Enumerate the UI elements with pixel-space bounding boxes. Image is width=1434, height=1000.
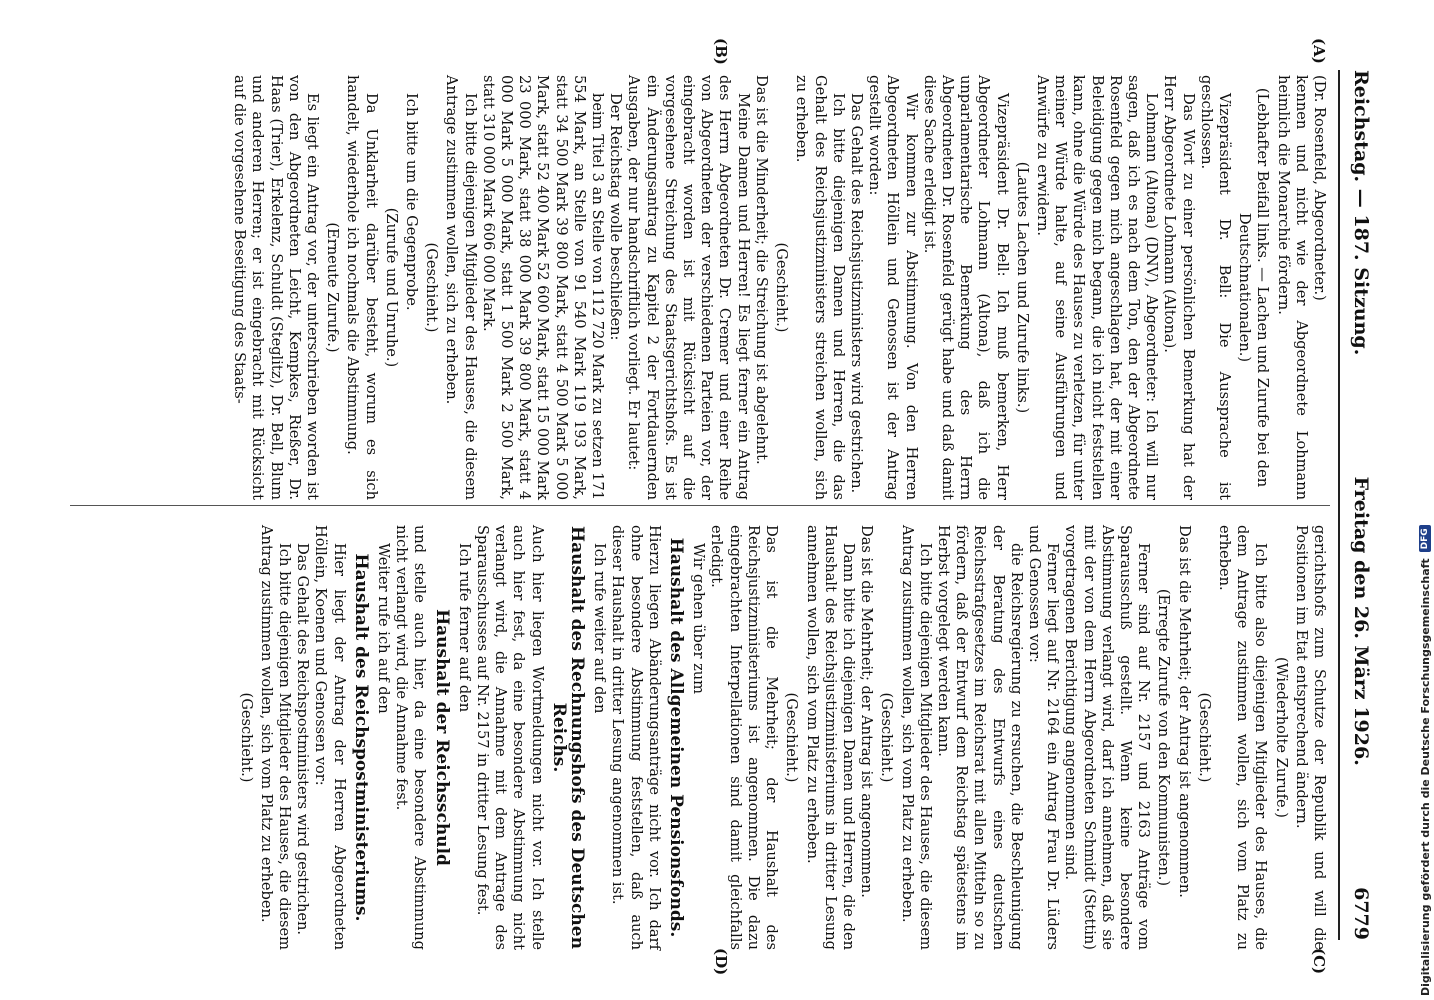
paragraph: Ich bitte um die Gegenprobe. bbox=[403, 93, 421, 311]
paragraph: Ich bitte diejenigen Damen und Herren, die das Gehalt des Reichsjustizministers streichen wollen, sich zu erheben. bbox=[793, 75, 847, 500]
margin-marker-c: (C) bbox=[1310, 948, 1328, 975]
paragraph: Ich bitte diejenigen Mitglieder des Hauses, die diesem Antrag zustimmen wollen, sich vom Platz zu erheben. bbox=[898, 525, 934, 950]
stage-direction: (Erneute Zurufe.) bbox=[324, 222, 342, 353]
paragraph: Ferner sind auf Nr. 2157 und 2163 Anträge vom Sparausschuß gestellt. Wenn keine besondere Abstimmung verlangt wird, darf ich annehmen, daß sie mit der von dem Herrn Abgeordneten Schmidt (Stettin) vorgetragenen Berichtigung angenommen sind. bbox=[1062, 525, 1153, 950]
margin-marker-a: (A) bbox=[1310, 38, 1328, 64]
stage-direction: (Lautes Lachen und Zurufe links.) bbox=[1013, 161, 1031, 414]
column-divider bbox=[70, 505, 1330, 506]
paragraph: Auch hier liegen Wortmeldungen nicht vor. Ich stelle auch hier fest, da eine besondere Abstimmung nicht verlangt wird, die Annahme mit dem Antrage des Sparausschusses auf Nr. 2157 in dritter Lesung fest. bbox=[474, 525, 546, 950]
paragraph: Wir gehen über zum bbox=[690, 543, 708, 694]
stage-direction: (Zurufe und Unruhe.) bbox=[382, 207, 400, 368]
paragraph: Dann bitte ich diejenigen Damen und Herren, die den Haushalt des Reichsjustizministeriums in dritter Lesung annehmen wollen, sich vom Platz zu erheben. bbox=[803, 525, 857, 950]
stage-direction: (Geschieht.) bbox=[237, 692, 255, 783]
paragraph: Vizepräsident Dr. Bell: Die Aussprache ist geschlossen. bbox=[1197, 75, 1233, 500]
right-text-column bbox=[234, 525, 1328, 950]
paragraph: gerichtshofs zum Schutze der Republik und will die Positionen im Etat entsprechend ändern. bbox=[1292, 525, 1328, 950]
paragraph: Ich rufe weiter auf den bbox=[591, 543, 609, 714]
paragraph: beim Titel 3 an Stelle von 112 720 Mark zu setzen 171 554 Mark, an Stelle von 91 540 Mark 119 193 Mark, statt 34 500 Mark 39 800 Mark, statt 4 500 Mark 5 000 Mark, statt 52 400 Mark 52 600 Mark, statt 15 000 Mark 23 000 Mark, statt 38 000 Mark 39 800 Mark, statt 4 000 Mark 5 000 Mark, statt 1 500 Mark 2 500 Mark, statt 310 000 Mark 606 000 Mark. bbox=[479, 75, 607, 501]
section-heading: Haushalt des Rechnungshofs des Deutschen Reichs. bbox=[548, 526, 588, 949]
header-title: Reichstag. — 187. Sitzung. bbox=[1350, 70, 1372, 356]
dfg-logo: DFG bbox=[1419, 525, 1431, 552]
paragraph: Hierzu liegen Abänderungsanträge nicht vor. Ich darf ohne besondere Abstimmung feststellen, daß auch dieser Haushalt in dritter Lesung angenommen ist. bbox=[609, 525, 663, 950]
section-heading: Haushalt des Reichspostministeriums. bbox=[350, 553, 371, 922]
paragraph: Das ist die Minderheit; die Streichung ist abgelehnt. bbox=[752, 75, 770, 465]
paragraph: Es liegt ein Antrag vor, der unterschrieben worden ist von den Abgeordneten Leicht, Kempkes, Rießer, Dr. Haas (Trier), Erkelenz, Schuldt (Steglitz), Dr. Bell, Blum und anderen Herren; er ist eingebracht mit Rücksicht auf die vorgesehene Beseitigung des Staats- bbox=[231, 75, 322, 500]
paragraph: Wir kommen zur Abstimmung. Von den Herren Abgeordneten Höllein und Genossen ist der Antrag gestellt worden: bbox=[866, 75, 920, 500]
paragraph: Lohmann (Altona) (DNV), Abgeordneter: Ich will nur sagen, daß ich es nach dem Ton, den der Abgeordnete Rosenfeld gegen mich angeschlagen hat, der mit einer Beleidigung gegen mich begann, die ich nicht feststellen kann, ohne die Würde des Hauses zu verletzen, für unter meiner Würde halte, auf seine Ausführungen und Anwürfe zu erwidern. bbox=[1033, 75, 1161, 500]
paragraph: Weiter rufe ich auf den bbox=[375, 543, 393, 714]
paragraph: Das Gehalt des Reichsjustizministers wird gestrichen. bbox=[847, 93, 865, 494]
section-heading: Haushalt der Reichsschuld bbox=[431, 609, 452, 866]
digitization-credit bbox=[1400, 0, 1434, 1000]
margin-marker-b: (B) bbox=[712, 38, 730, 65]
stage-direction: (Lebhafter Beifall links. — Lachen und Zurufe bei den Deutschnationalen.) bbox=[1236, 87, 1272, 488]
paragraph: Ich rufe ferner auf den bbox=[455, 543, 473, 713]
stage-direction: (Geschieht.) bbox=[783, 692, 801, 783]
paragraph: Das ist die Mehrheit; der Haushalt des Reichsjustizministeriums ist angenommen. Die dazu eingebrachten Interpellationen sind damit gleichfalls erledigt. bbox=[708, 525, 781, 950]
stage-direction: (Geschieht.) bbox=[423, 242, 441, 333]
paragraph: Ferner liegt auf Nr. 2164 ein Antrag Frau Dr. Lüders und Genossen vor: bbox=[1025, 525, 1062, 950]
paragraph: (Dr. Rosenfeld, Abgeordneter.) bbox=[1311, 75, 1328, 301]
margin-marker-d: (D) bbox=[712, 948, 730, 976]
stage-direction: (Geschieht.) bbox=[773, 242, 791, 333]
paragraph: Meine Damen und Herren! Es liegt ferner ein Antrag des Herrn Abgeordneten Dr. Cremer und einer Reihe von Abgeordneten der verschiedenen Parteien vor, der eingebracht worden ist mit Rücksicht auf die vorgesehene Streichung des Staatsgerichtshofs. Es ist ein Änderungsantrag zu Kapitel 2 der Fortdauernden Ausgaben, der nur handschriftlich vorliegt. Er lautet: bbox=[625, 75, 752, 500]
document-page bbox=[10, 0, 1390, 1000]
header-date: Freitag den 26. März 1926. bbox=[1350, 476, 1372, 766]
stage-direction: (Erregte Zurufe von den Kommunisten.) bbox=[1155, 588, 1173, 887]
paragraph: Das Gehalt des Reichspostministers wird gestrichen. bbox=[294, 543, 312, 936]
paragraph: Das ist die Mehrheit; der Antrag ist angenommen. bbox=[1175, 525, 1193, 898]
page-header bbox=[1338, 70, 1372, 940]
section-heading: Haushalt des Allgemeinen Pensionsfonds. bbox=[666, 537, 687, 938]
paragraph: Der Reichstag wolle beschließen: bbox=[607, 93, 625, 341]
paragraph: Ich bitte also diejenigen Mitglieder des Hauses, die dem Antrage zustimmen wollen, sich vom Platz zu erheben. bbox=[1215, 525, 1270, 950]
paragraph: Vizepräsident Dr. Bell: Ich muß bemerken, Herr Abgeordneter Lohmann (Altona), daß ich die unparlamentarische Bemerkung des Herrn Abgeordneten Dr. Rosenfeld gerügt habe und daß damit diese Sache erledigt ist. bbox=[920, 75, 1011, 500]
paragraph: und stelle auch hier, da eine besondere Abstimmung nicht verlangt wird, die Annahme fest. bbox=[393, 525, 429, 950]
paragraph: kennen und nicht wie der Abgeordnete Lohmann heimlich die Monarchie fördern. bbox=[1274, 75, 1310, 500]
paragraph: die Reichsregierung zu ersuchen, die Beschleunigung der Beratung des Entwurfs eines deutschen Reichsstrafgesetzes im Reichsrat mit allen Mitteln so zu fördern, daß der Entwurf dem Reichstag spätestens im Herbst vorgelegt werden kann. bbox=[934, 525, 1025, 950]
paragraph: Das ist die Mehrheit; der Antrag ist angenommen. bbox=[858, 525, 876, 898]
paragraph: Da Unklarheit darüber besteht, worum es sich handelt, wiederhole ich nochmals die Abstimmung. bbox=[344, 75, 380, 500]
paragraph: Hier liegt der Antrag der Herren Abgeordneten Höllein, Koenen und Genossen vor: bbox=[312, 525, 348, 950]
paragraph: Das Wort zu einer persönlichen Bemerkung hat der Herr Abgeordnete Lohmann (Altona). bbox=[1161, 75, 1197, 500]
credit-text: Digitalisierung gefördert durch die Deutsche Forschungsgemeinschaft bbox=[1418, 558, 1432, 996]
stage-direction: (Geschieht.) bbox=[1195, 692, 1213, 783]
header-page-number: 6779 bbox=[1350, 887, 1372, 940]
stage-direction: (Geschieht.) bbox=[878, 692, 896, 783]
stage-direction: (Wiederholte Zurufe.) bbox=[1272, 657, 1290, 818]
paragraph: Ich bitte diejenigen Mitglieder des Hauses, die diesem Antrag zustimmen wollen, sich vom Platz zu erheben. bbox=[257, 525, 294, 950]
paragraph: Ich bitte diejenigen Mitglieder des Hauses, die diesem Antrage zustimmen wollen, sich zu erheben. bbox=[443, 75, 479, 500]
left-text-column bbox=[230, 75, 1328, 500]
